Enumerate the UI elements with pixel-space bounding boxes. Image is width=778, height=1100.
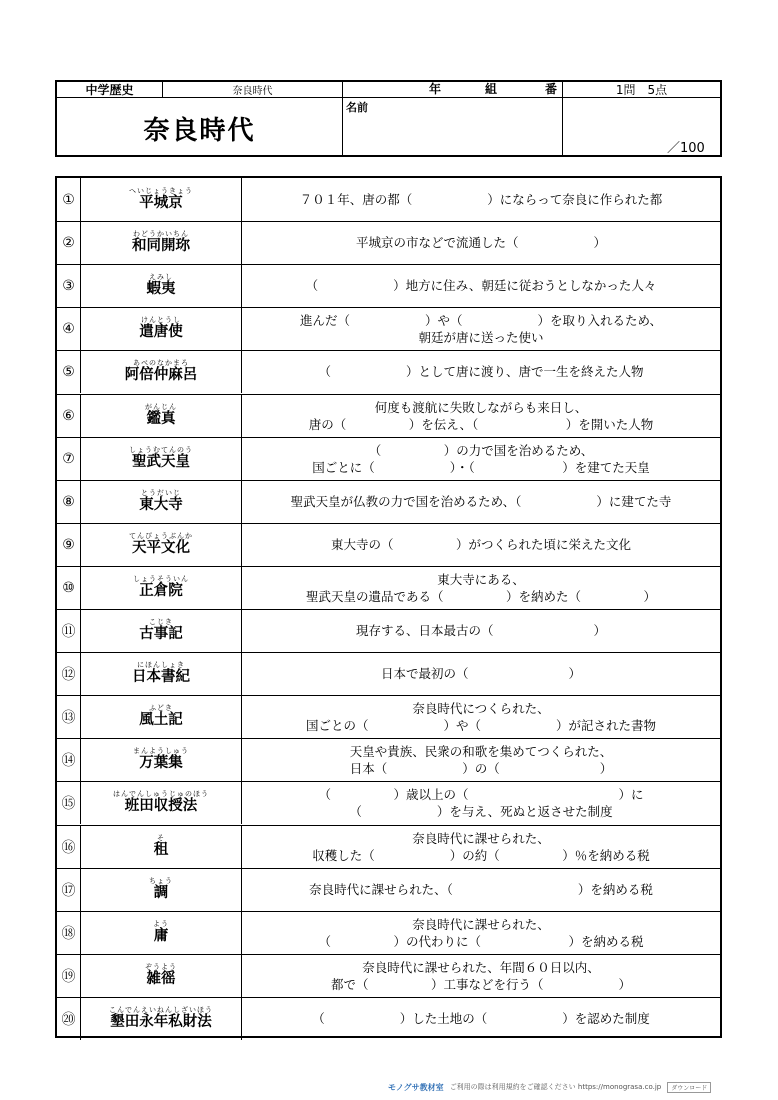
term-cell — [81, 523, 242, 566]
description-cell[interactable]: 何度も渡航に失敗しながらも来日し、 唐の（ ）を伝え、（ ）を開いた人物 — [308, 399, 654, 432]
table-row — [57, 221, 720, 264]
term-cell — [81, 997, 242, 1040]
term-reading: わどうかいちん — [133, 230, 189, 238]
table-row — [57, 264, 720, 307]
term-reading: ぞうよう — [145, 963, 177, 971]
term-reading: あべのなかまろ — [133, 359, 189, 367]
row-divider — [57, 480, 720, 481]
term-cell — [81, 738, 242, 781]
table-row — [57, 954, 720, 997]
table-row — [57, 394, 720, 437]
term-cell — [81, 825, 242, 868]
footer — [388, 1079, 768, 1095]
term-reading: にほんしょき — [137, 661, 185, 669]
description-cell[interactable]: 奈良時代に課せられた、年間６０日以内、 都で（ ）工事などを行う（ ） — [330, 959, 631, 992]
score-total: ／100 — [667, 141, 705, 156]
row-divider — [57, 738, 720, 739]
term-text: 租 — [153, 842, 169, 858]
term-reading: けんとうし — [141, 316, 181, 324]
table-row — [57, 609, 720, 652]
term-cell — [81, 911, 242, 954]
term-cell — [81, 566, 242, 609]
term-cell — [81, 394, 242, 437]
term-text: 平城京 — [139, 195, 183, 211]
question-number: ③ — [57, 264, 81, 307]
row-divider — [57, 609, 720, 610]
table-row — [57, 825, 720, 868]
term-reading: てんぴょうぶんか — [129, 532, 193, 540]
term-text: 遣唐使 — [139, 324, 183, 340]
subject-label: 中学歴史 — [85, 83, 134, 97]
term-text: 万葉集 — [139, 755, 183, 771]
description-cell[interactable]: 奈良時代に課せられた、（ ）を納める税 — [309, 882, 653, 897]
unit-label: 奈良時代 — [232, 86, 273, 97]
table-row — [57, 695, 720, 738]
description-cell[interactable]: （ ）の力で国を治めるため、 国ごとに（ ）・（ ）を建てた天皇 — [312, 442, 650, 475]
download-button[interactable]: ダウンロード — [667, 1082, 711, 1093]
table-row — [57, 997, 720, 1040]
term-reading: こんでんえいねんしざいほう — [109, 1006, 213, 1014]
question-number: ⑨ — [57, 523, 81, 566]
table-row — [57, 480, 720, 523]
points-note: 1問 5点 — [615, 83, 668, 97]
number-label: 番 — [545, 82, 558, 96]
row-divider — [57, 652, 720, 653]
table-row — [57, 307, 720, 350]
term-text: 古事記 — [139, 626, 183, 642]
row-divider — [57, 781, 720, 782]
description-cell[interactable]: 現存する、日本最古の（ ） — [355, 623, 606, 638]
row-divider — [57, 825, 720, 826]
term-text: 正倉院 — [139, 583, 183, 599]
brand-logo: モノグサ教材室 — [388, 1082, 444, 1092]
term-cell — [81, 307, 242, 350]
term-reading: ちょう — [149, 877, 173, 885]
term-reading: よう — [153, 920, 169, 928]
term-reading: しょうそういん — [133, 575, 189, 583]
description-cell[interactable]: （ ）歳以上の（ ）に （ ）を与え、死ぬと返させた制度 — [318, 786, 644, 819]
name-label: 名前 — [346, 101, 368, 114]
term-reading: えみし — [149, 273, 173, 281]
question-number: ⑤ — [57, 350, 81, 393]
table-row — [57, 523, 720, 566]
term-cell — [81, 221, 242, 264]
term-text: 風土記 — [139, 712, 183, 728]
table-row — [57, 781, 720, 824]
term-cell — [81, 480, 242, 523]
question-number: ④ — [57, 307, 81, 350]
description-cell[interactable]: （ ）した土地の（ ）を認めた制度 — [312, 1011, 650, 1026]
question-number: ⑫ — [57, 652, 81, 695]
description-cell[interactable]: 聖武天皇が仏教の力で国を治めるため、（ ）に建てた寺 — [290, 494, 672, 509]
row-divider — [57, 221, 720, 222]
question-number: ⑩ — [57, 566, 81, 609]
term-text: 鑑真 — [146, 411, 176, 427]
table-row — [57, 350, 720, 393]
row-divider — [57, 350, 720, 351]
term-reading: とうだいじ — [141, 489, 181, 497]
term-text: 和同開珎 — [132, 238, 190, 254]
term-text: 東大寺 — [139, 497, 183, 513]
question-number: ② — [57, 221, 81, 264]
term-cell — [81, 437, 242, 480]
question-number: ① — [57, 178, 81, 221]
term-text: 蝦夷 — [146, 281, 176, 297]
worksheet-header — [55, 80, 722, 157]
term-reading: しょうむてんのう — [129, 446, 193, 454]
row-divider — [57, 997, 720, 998]
row-divider — [57, 954, 720, 955]
footer-text: ご利用の際は利用規約をご確認ください https://monograsa.co.jp — [449, 1083, 662, 1091]
question-number: ⑥ — [57, 394, 81, 437]
header-divider — [342, 82, 343, 155]
question-number: ⑪ — [57, 609, 81, 652]
term-reading: ふどき — [149, 704, 173, 712]
term-text: 庸 — [153, 928, 169, 944]
term-cell — [81, 868, 242, 911]
row-divider — [57, 264, 720, 265]
row-divider — [57, 437, 720, 438]
description-cell[interactable]: 天皇や貴族、民衆の和歌を集めてつくられた、 日本（ ）の（ ） — [349, 743, 613, 776]
description-cell[interactable]: （ ）地方に住み、朝廷に従おうとしなかった人々 — [305, 278, 657, 293]
term-cell — [81, 781, 242, 824]
question-number: ⑯ — [57, 825, 81, 868]
question-number: ⑰ — [57, 868, 81, 911]
description-cell[interactable]: 奈良時代に課せられた、 （ ）の代わりに（ ）を納める税 — [318, 916, 644, 949]
term-text: 阿倍仲麻呂 — [124, 367, 198, 383]
term-cell — [81, 350, 242, 393]
name-field[interactable] — [346, 112, 560, 153]
table-row — [57, 868, 720, 911]
description-cell[interactable]: 日本で最初の（ ） — [380, 666, 581, 681]
term-cell — [81, 954, 242, 997]
term-reading: はんでんしゅうじゅのほう — [113, 790, 209, 798]
term-text: 調 — [153, 885, 169, 901]
table-row — [57, 178, 720, 221]
table-row — [57, 437, 720, 480]
description-cell[interactable]: 東大寺にある、 聖武天皇の遺品である（ ）を納めた（ ） — [305, 571, 656, 604]
row-divider — [57, 695, 720, 696]
question-number: ⑳ — [57, 997, 81, 1040]
question-number: ⑬ — [57, 695, 81, 738]
question-table — [55, 176, 722, 1038]
row-divider — [57, 394, 720, 395]
question-number: ⑭ — [57, 738, 81, 781]
table-row — [57, 911, 720, 954]
question-number: ⑦ — [57, 437, 81, 480]
term-reading: まんようしゅう — [133, 747, 189, 755]
question-number: ⑮ — [57, 781, 81, 824]
row-divider — [57, 523, 720, 524]
term-text: 天平文化 — [132, 540, 190, 556]
term-reading: がんじん — [145, 403, 177, 411]
row-divider — [57, 566, 720, 567]
description-cell[interactable]: 奈良時代に課せられた、 収穫した（ ）の約（ ）％を納める税 — [312, 830, 650, 863]
table-row — [57, 652, 720, 695]
term-cell — [81, 264, 242, 307]
term-reading: そ — [157, 834, 165, 842]
term-text: 日本書紀 — [132, 669, 190, 685]
term-reading: へいじょうきょう — [129, 187, 193, 195]
row-divider — [57, 868, 720, 869]
page-title: 奈良時代 — [143, 115, 256, 146]
term-text: 墾田永年私財法 — [110, 1014, 212, 1030]
term-cell — [81, 695, 242, 738]
table-row — [57, 566, 720, 609]
year-label: 年 — [429, 82, 442, 96]
row-divider — [57, 911, 720, 912]
description-cell[interactable]: 奈良時代につくられた、 国ごとの（ ）や（ ）が記された書物 — [305, 700, 656, 733]
description-cell[interactable]: 進んだ（ ）や（ ）を取り入れるため、 朝廷が唐に送った使い — [299, 312, 662, 345]
term-cell — [81, 652, 242, 695]
description-cell[interactable]: 東大寺の（ ）がつくられた頃に栄えた文化 — [330, 537, 631, 552]
term-reading: こじき — [149, 618, 173, 626]
table-row — [57, 738, 720, 781]
term-cell — [81, 178, 242, 221]
question-number: ⑲ — [57, 954, 81, 997]
question-number: ⑧ — [57, 480, 81, 523]
term-text: 聖武天皇 — [132, 454, 190, 470]
description-cell[interactable]: （ ）として唐に渡り、唐で一生を終えた人物 — [318, 364, 644, 379]
term-text: 雑徭 — [146, 971, 176, 987]
description-cell[interactable]: ７０１年、唐の都（ ）にならって奈良に作られた都 — [299, 192, 663, 207]
row-divider — [57, 307, 720, 308]
term-text: 班田収授法 — [124, 798, 198, 814]
question-number: ⑱ — [57, 911, 81, 954]
class-label: 組 — [485, 82, 498, 96]
description-cell[interactable]: 平城京の市などで流通した（ ） — [355, 235, 606, 250]
term-cell — [81, 609, 242, 652]
